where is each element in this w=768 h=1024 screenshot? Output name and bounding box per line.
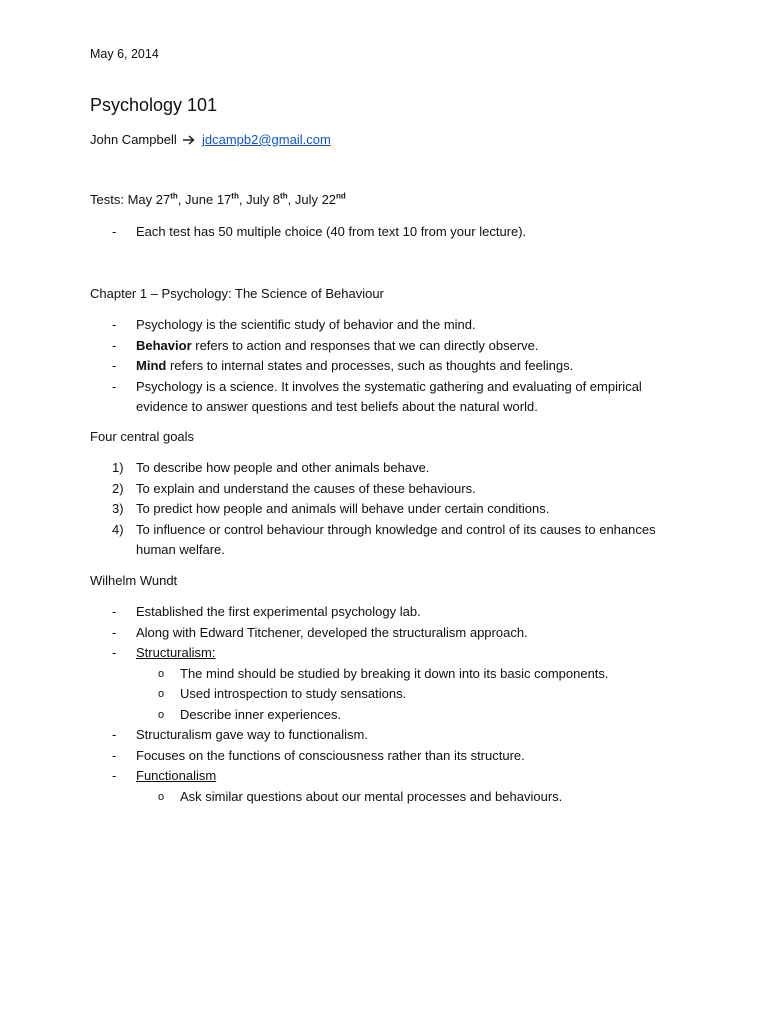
list-item	[136, 787, 690, 808]
list-item-text: Focuses on the functions of consciousness rather than its structure.	[136, 747, 525, 763]
dash-marker: -	[112, 317, 117, 332]
circle-bullet-icon: o	[158, 708, 165, 721]
test-date-1: May 27	[127, 192, 171, 207]
chapter-heading: Chapter 1 – Psychology: The Science of Behaviour	[90, 286, 384, 301]
list-item-text: refers to internal states and processes, such as thoughts and feelings.	[166, 358, 574, 373]
list-item	[90, 623, 690, 644]
test-date-separator: ,	[177, 192, 186, 207]
term-bold: Behavior	[136, 337, 192, 353]
dash-marker: -	[112, 727, 117, 742]
number-marker: 1)	[112, 460, 124, 475]
list-item-text: Describe inner experiences.	[180, 706, 342, 722]
list-item-text: Used introspection to study sensations.	[180, 686, 407, 701]
dash-marker: -	[112, 337, 117, 353]
right-arrow-icon	[183, 131, 195, 149]
list-item	[90, 458, 690, 479]
term-bold: Mind	[136, 358, 167, 373]
list-item	[90, 746, 690, 767]
number-marker: 3)	[112, 501, 124, 516]
list-item	[90, 356, 690, 377]
test-date-2-suffix: th	[231, 191, 239, 201]
tests-notes	[90, 222, 690, 243]
chapter-list	[90, 315, 690, 418]
test-date-3: July 8	[246, 192, 281, 207]
list-item	[90, 315, 690, 336]
list-item-text: The mind should be studied by breaking it down into its basic components.	[180, 665, 609, 681]
test-date-4-suffix: nd	[336, 191, 346, 201]
list-item	[90, 377, 690, 418]
list-item	[90, 725, 690, 746]
author-line	[90, 131, 331, 149]
structuralism-sublist	[136, 664, 690, 726]
list-item-text: To influence or control behaviour through knowledge and control of its causes to enhances human welfare.	[136, 521, 656, 557]
list-item-text: Along with Edward Titchener, developed the structuralism approach.	[136, 624, 528, 640]
test-date-2: June 17	[185, 192, 232, 207]
list-item-text: To predict how people and animals will behave under certain conditions.	[136, 501, 550, 516]
document-title: Psychology 101	[90, 95, 218, 115]
list-item	[90, 520, 690, 561]
dash-marker: -	[112, 747, 117, 763]
dash-marker: -	[112, 224, 117, 239]
email-link[interactable]: jdcampb2@gmail.com	[201, 132, 331, 147]
structuralism-label: Structuralism:	[136, 645, 216, 660]
list-item	[90, 602, 690, 623]
list-item-text: Structuralism gave way to functionalism.	[136, 727, 368, 742]
tests-line	[90, 191, 346, 209]
circle-bullet-icon: o	[158, 790, 165, 803]
list-item	[90, 222, 690, 243]
number-marker: 2)	[112, 480, 124, 496]
document-date: May 6, 2014	[90, 47, 159, 61]
tests-prefix: Tests:	[90, 192, 128, 207]
list-item-text: Psychology is a science. It involves the systematic gathering and evaluating of empirical evidence to answer questions and test beliefs about the natural world.	[136, 378, 642, 414]
functionalism-sublist	[136, 787, 690, 808]
test-date-4: July 22	[294, 192, 337, 207]
list-item	[90, 766, 690, 807]
list-item	[136, 684, 690, 705]
list-item	[90, 499, 690, 520]
dash-marker: -	[112, 604, 117, 619]
circle-bullet-icon: o	[158, 688, 165, 700]
goals-heading: Four central goals	[90, 429, 195, 444]
list-item-text: Each test has 50 multiple choice (40 from text 10 from your lecture).	[136, 224, 527, 239]
functionalism-label: Functionalism	[136, 768, 217, 783]
list-item-text: Established the first experimental psychology lab.	[136, 604, 421, 619]
dash-marker: -	[112, 358, 117, 373]
test-date-3-suffix: th	[280, 191, 288, 201]
circle-bullet-icon: o	[158, 667, 165, 680]
list-item-text: To describe how people and other animals behave.	[136, 460, 430, 475]
author-name: John Campbell	[90, 132, 177, 147]
list-item-text: Ask similar questions about our mental processes and behaviours.	[180, 788, 563, 804]
test-date-separator: ,	[287, 192, 295, 207]
list-item-text: Psychology is the scientific study of behavior and the mind.	[136, 317, 476, 332]
dash-marker: -	[112, 645, 117, 660]
list-item	[90, 643, 690, 725]
list-item-text: To explain and understand the causes of these behaviours.	[136, 480, 476, 496]
dash-marker: -	[112, 378, 117, 394]
number-marker: 4)	[112, 521, 124, 537]
dash-marker: -	[112, 624, 117, 640]
test-date-1-suffix: th	[170, 191, 178, 201]
list-item	[136, 664, 690, 685]
wundt-list	[90, 602, 690, 807]
list-item	[136, 705, 690, 726]
list-item-text: refers to action and responses that we can directly observe.	[191, 337, 539, 353]
list-item	[90, 479, 690, 500]
goals-list	[90, 458, 690, 561]
list-item	[90, 336, 690, 357]
dash-marker: -	[112, 768, 117, 783]
test-date-separator: ,	[238, 192, 247, 207]
wundt-heading: Wilhelm Wundt	[90, 573, 178, 588]
